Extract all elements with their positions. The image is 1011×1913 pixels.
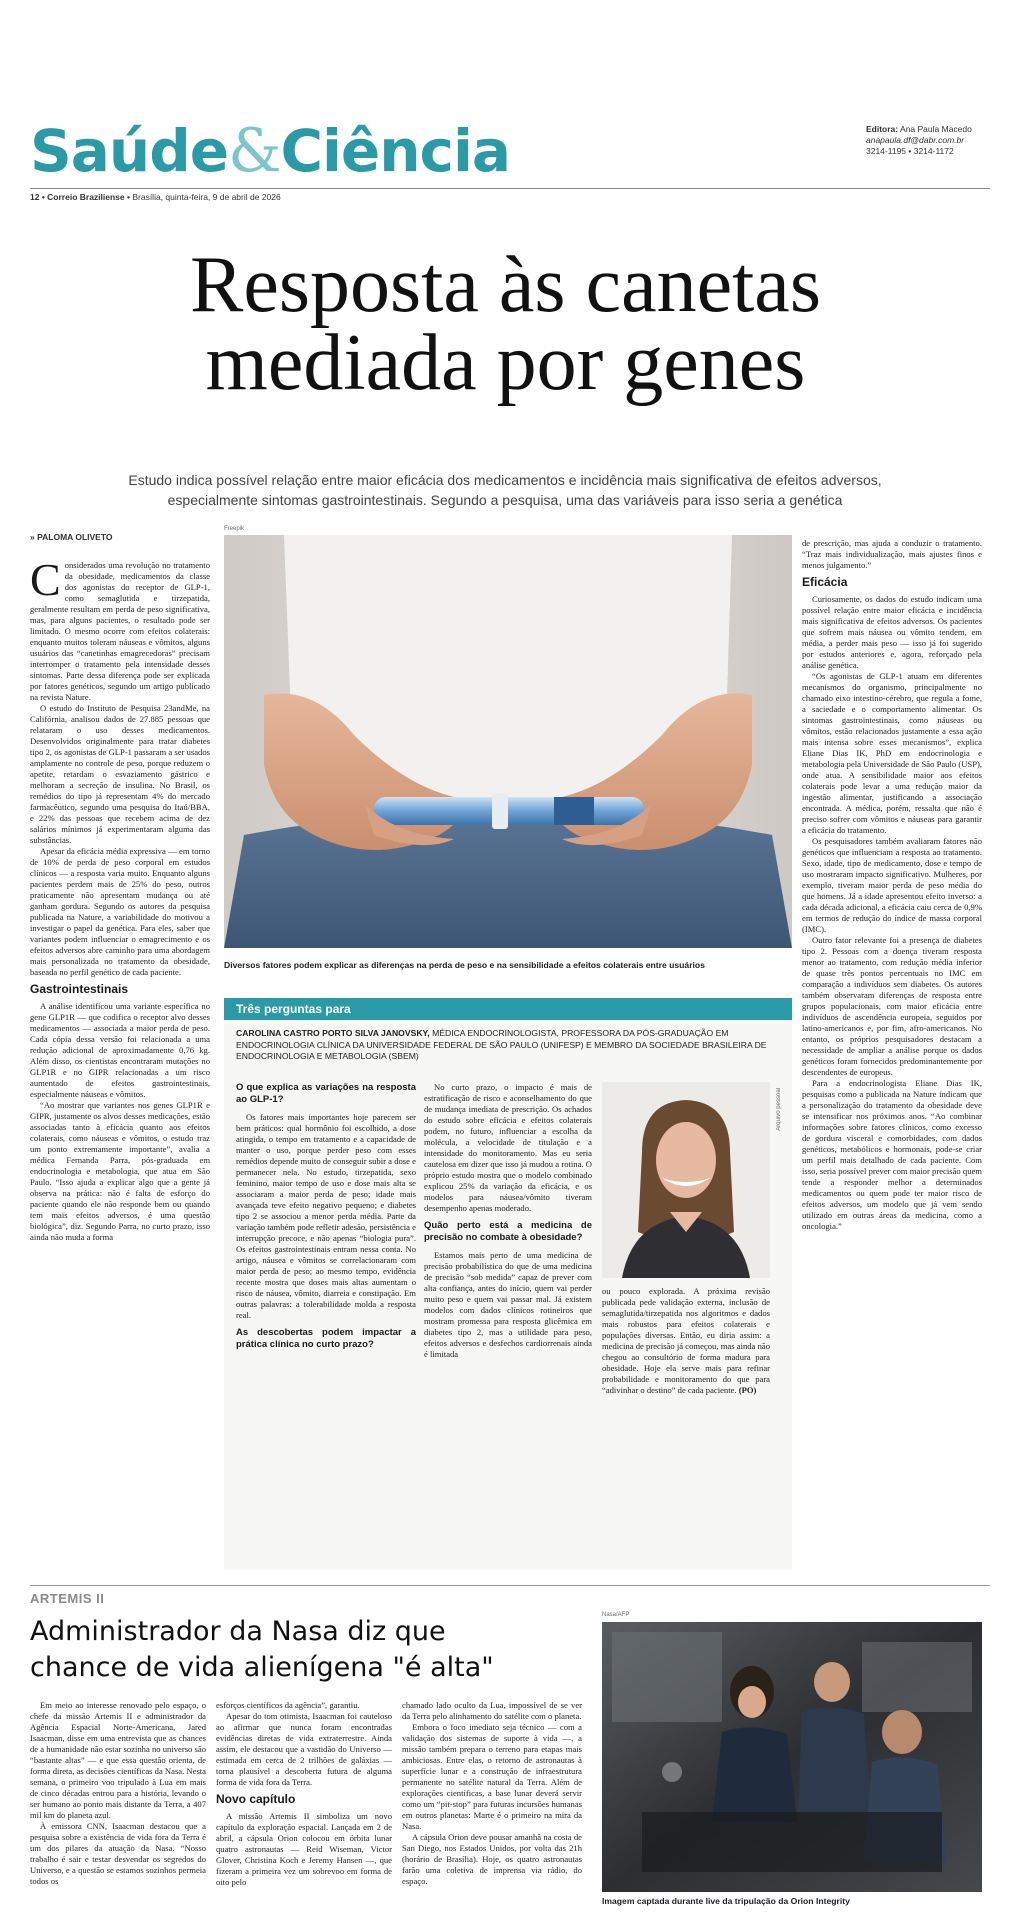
masthead xyxy=(30,116,990,220)
subhead-eficacia: Eficácia xyxy=(802,575,848,589)
photo-hands-pen xyxy=(224,535,792,948)
artemis-col3-para-1: chamado lado oculto da Lua, impossível de se ver da Terra pelo alinhamento do satélite com o planeta. xyxy=(402,1700,582,1721)
deck-line-1: Estudo indica possível relação entre maior eficácia dos medicamentos e incidência mais significativa de efeitos adversos, xyxy=(128,472,882,488)
editor-email[interactable]: anapaula.df@dabr.com.br xyxy=(866,135,965,145)
artemis-photo xyxy=(602,1622,982,1892)
editor-name: Ana Paula Macedo xyxy=(900,124,972,134)
folio-page: 12 • Correio Braziliense • xyxy=(30,192,130,202)
col1-para-4: A análise identificou uma variante específica no gene GLP1R — que codifica o receptor alvo desses medicamentos — associada a maior perda de peso. Cada cópia dessa versão foi relacionada a uma redução adicional de aproximadamente 0,76 kg. Além disso, os cientistas encontraram mutações no GLP1R e no GIPR relacionadas a um risco aumentado de efeitos gastrointestinais, especialmente náuseas e vômitos. xyxy=(30,1001,210,1099)
qa-col-1 xyxy=(236,1082,416,1568)
col1-para-2: O estudo do Instituto de Pesquisa 23andMe, na Califórnia, analisou dados de 27.885 pessoas que relataram o uso desses medicamentos. Desenvolvidos originalmente para tratar diabetes tipo 2, os agonistas de GLP-1 passaram a ser usados amplamente no controle de peso, porque reduzem o apetite, retardam o esvaziamento gástrico e melhoram a secreção de insulina. No Brasil, os remédios do tipo já representam 4% do mercado farmacêutico, segundo uma pesquisa do Itaú/BBA, e 22% das pessoas que recebem acima de dez salários mínimos já experimentaram alguma das substâncias. xyxy=(30,703,210,845)
main-col-1 xyxy=(30,560,210,1570)
subhead-gastrointestinais: Gastrointestinais xyxy=(30,982,129,996)
artemis-col-2 xyxy=(216,1700,392,1910)
drop-cap: C xyxy=(30,560,61,605)
qa-credentials: MÉDICA ENDOCRINOLOGISTA, PROFESSORA DA PÓS-GRADUAÇÃO EM ENDOCRINOLOGIA CLÍNICA DA UNIVERSIDADE FEDERAL DE SÃO PAULO (UNIFESP) E MEMBRO DA SOCIEDADE BRASILEIRA DE ENDOCRINOLOGIA E METABOLOGIA (SBEM) xyxy=(236,1028,767,1061)
photo-credit: Freepik xyxy=(224,526,245,532)
byline: » PALOMA OLIVETO xyxy=(30,532,113,542)
col4-para-3: Os pesquisadores também avaliaram fatores não genéticos que influenciam a resposta ao tratamento. Sexo, idade, tipo de medicamento, dose e tempo de uso mostraram impacto significativo. Mulheres, por exemplo, tiveram maior perda de peso média do que homens. Já a idade apresentou efeito inverso: a cada década adicional, a eficácia caiu cerca de 0,9% em termos de redução do índice de massa corporal (IMC). xyxy=(802,836,982,934)
artemis-col2-para-1: esforços científicos da agência”, garantiu. xyxy=(216,1700,360,1710)
section-title xyxy=(30,116,510,186)
qa-interviewee xyxy=(236,1028,784,1063)
main-col-4 xyxy=(802,538,982,1570)
qa-col-3 xyxy=(602,1286,770,1568)
artemis-col-3 xyxy=(402,1700,582,1910)
artemis-col-1 xyxy=(30,1700,206,1910)
headline-line-2: mediada por genes xyxy=(205,319,806,407)
deck xyxy=(30,470,980,510)
col1-para-1: onsiderados uma revolução no tratamento da obesidade, medicamentos da classe dos agonistas do receptor de GLP-1, como semaglutida e tirzepatida, geralmente resultam em perda de peso significativa, mas, para alguns pacientes, o resultado pode ser limitado. O mesmo ocorre com efeitos colaterais: enquanto muitos toleram náuseas e vômitos, alguns usuários das “canetinhas emagrecedoras” precisam interromper o tratamento pela intensidade desses sintomas. Parte dessa diferença pode ser explicada por fatores genéticos, segundo um artigo publicado na revista Nature. xyxy=(30,560,210,702)
qa-question-2: As descobertas podem impactar a prática clínica no curto prazo? xyxy=(236,1327,416,1350)
qa-answer-1: Os fatores mais importantes hoje parecem ser bem práticos: qual hormônio foi escolhido, a dose atingida, o tempo em tratamento e a capacidade de manter o uso, porque perder peso com esses remédios depende muito de conseguir subir a dose e permanecer nela. No estudo, tirzepatida, sexo feminino, maior tempo de uso e dose mais alta se associaram a maior perda de peso; idade mais avançada teve efeito negativo pequeno; e diabetes tipo 2 se associou a menor perda média. Parte da variação também pode refletir adesão, persistência e interrupção precoce, e não apenas “biologia pura”. Os efeitos gastrointestinais entram nessa conta. No artigo, náusea e vômitos se correlacionaram com maior perda de peso; ao mesmo tempo, evidência recente mostra que doses mais altas aumentam o risco de náusea, vômito, diarreia e constipação. Em outras palavras: a tolerabilidade molda a resposta real. xyxy=(236,1112,416,1320)
artemis-headline-line-2: chance de vida alienígena "é alta" xyxy=(30,1652,494,1683)
artemis-col1-para-2: À emissora CNN, Isaacman destacou que a pesquisa sobre a existência de vida fora da Terra é um dos pilares da atuação da Nasa. “Nosso trabalho é sair e testar desvendar os segredos do Universo, e a questão se estamos sozinhos permeia todos os xyxy=(30,1821,206,1886)
photo-orion-crew xyxy=(602,1622,982,1892)
editor-block xyxy=(866,124,996,157)
section-title-part2: Ciência xyxy=(280,117,510,185)
subhead-novo-capitulo: Novo capítulo xyxy=(216,1792,296,1806)
artemis-col1-para-1: Em meio ao interesse renovado pelo espaço, o chefe da missão Artemis II e administrador da Agência Espacial Norte-Americana, Jared Isaacman, disse em uma entrevista que as chances de a humanidade não estar sozinha no universo são “bastante altas” — e que essa questão orienta, de forma direta, as decisões científicas da Nasa. Nesta semana, o primeiro voo tripulado à Lua em mais de cinco décadas entrou para a história, levando o ser humano ao ponto mais distante da Terra, a 407 mil km do planeta azul. xyxy=(30,1700,206,1820)
main-photo xyxy=(224,535,792,948)
qa-interviewee-name: CAROLINA CASTRO PORTO SILVA JANOVSKY, xyxy=(236,1028,430,1038)
section-title-part1: Saúde xyxy=(30,117,229,185)
qa-box xyxy=(224,998,792,1570)
col4-para-1: Curiosamente, os dados do estudo indicam uma possível relação entre maior eficácia e incidência mais significativa de efeitos adversos. Os pacientes que sofrem mais náusea ou vômito tendem, em média, a perder mais peso — isso já foi sugerido por estudos anteriores e, agora, reforçado pela análise genética. xyxy=(802,594,982,670)
headline-line-1: Resposta às canetas xyxy=(190,241,821,329)
artemis-col2-para-3: A missão Artemis II simboliza um novo capítulo da exploração espacial. Lançada em 2 de abril, a cápsula Orion colocou em órbita lunar quatro astronautas — Reid Wiseman, Victor Glover, Christina Koch e Jeremy Hansen —, que fizeram a primeira vez um sobrevoo em forma de oito pelo xyxy=(216,1811,392,1887)
folio-date: Brasília, quinta-feira, 9 de abril de 2026 xyxy=(132,192,281,202)
artemis-photo-caption: Imagem captada durante live da tripulação da Orion Integrity xyxy=(602,1896,850,1906)
artemis-col2-para-2: Apesar do tom otimista, Isaacman foi cauteloso ao afirmar que nunca foram encontradas evidências diretas de vida extraterrestre. Ainda assim, ele destacou que a vastidão do Universo — estimada em cerca de 2 trilhões de galáxias — torna plausível a descoberta futura de alguma forma de vida fora da Terra. xyxy=(216,1711,392,1787)
artemis-photo-credit: Nasa/AFP xyxy=(602,1612,630,1618)
qa-photo-credit: Arquivo pessoal xyxy=(776,1088,782,1131)
portrait-woman xyxy=(602,1082,770,1278)
qa-label: Três perguntas para xyxy=(224,998,792,1020)
folio xyxy=(30,192,281,203)
artemis-col3-para-3: A cápsula Orion deve pousar amanhã na costa de San Diego, nos Estados Unidos, por volta das 21h (horário de Brasília). Hoje, os quatro astronautas farão uma coletiva de imprensa via rádio, do espaço. xyxy=(402,1832,582,1886)
artemis-headline-line-1: Administrador da Nasa diz que xyxy=(30,1616,446,1647)
qa-question-3: Quão perto está a medicina de precisão no combate à obesidade? xyxy=(424,1220,592,1243)
qa-answer-3: Estamos mais perto de uma medicina de precisão probabilística do que de uma medicina de precisão “sob medida” capaz de prever com alta confiança, antes do início, quem vai perder muito peso e quem vai passar mal. Já existem modelos com dados clínicos rotineiros que mostram promessa para resposta glicêmica em diabetes tipo 2, mas a utilidade para peso, efeitos adversos e desfechos cardiorrenais ainda é limitada xyxy=(424,1250,592,1359)
col4-para-2: “Os agonistas de GLP-1 atuam em diferentes mecanismos do organismo, principalmente no chamado eixo intestino-cérebro, que regula a fome, a saciedade e o comportamento alimentar. Os sintomas gastrointestinais, como náuseas ou vômitos, estão relacionados justamente a essa ação mais intensa sobre esses mecanismos”, explica Eliane Dias IK, PhD em endocrinologia e metabologia pela Universidade de São Paulo (USP), onde atua. A sensibilidade maior aos efeitos colaterais pode levar a uma redução maior da ingestão alimentar, justificando a associação encontrada. A médica, porém, ressalta que não é preciso sofrer com vômitos e náuseas para garantir a eficácia do tratamento. xyxy=(802,671,982,835)
photo-caption: Diversos fatores podem explicar as diferenças na perda de peso e na sensibilidade a efeitos colaterais entre usuários xyxy=(224,960,705,970)
artemis-headline xyxy=(30,1614,590,1686)
qa-answer-2: No curto prazo, o impacto é mais de estratificação de risco e aconselhamento do que de mudança imediata de prescrição. Os achados do estudo sobre eficácia e efeitos colaterais podem, no futuro, influenciar a escolha da molécula, a velocidade de titulação e a intensidade do monitoramento. Mas eu seria cautelosa em dizer que isso já mudou a rotina. O próprio estudo mostra que o modelo combinado explicou 25% da variação da eficácia, e os modelos para náusea/vômito tiveram desempenho apenas moderado. xyxy=(424,1082,592,1213)
col4-para-5: Para a endocrinologista Eliane Dias IK, pesquisas como a publicada na Nature indicam que a personalização do tratamento da obesidade deve se intensificar nos próximos anos. “Ao combinar informações sobre fatores clínicos, como excesso de gordura visceral e comorbidades, com dados genéticos, metabólicos e hormonais, pode-se criar um perfil mais detalhado de cada paciente. Com isso, seria possível prever com maior precisão quem tende a responder melhor a determinados medicamentos ou quem pode ter maior risco de efeitos adversos, um modelo que já vem sendo utilizado em outras áreas da medicina, como a oncologia.” xyxy=(802,1078,982,1231)
artemis-col3-para-2: Embora o foco imediato seja técnico — com a validação dos sistemas de suporte à vida —, a missão também prepara o terreno para etapas mais ambiciosas. Entre elas, o retorno de astronautas à superfície lunar e a construção de infraestrutura permanente no satélite natural da Terra. Além de explorações científicas, a base lunar deverá servir como um “pit-stop” para futuras incursões humanas em outros planetas: Marte é o primeiro na mira da Nasa. xyxy=(402,1722,582,1831)
col1-para-3: Apesar da eficácia média expressiva — em torno de 10% de perda de peso corporal em estudos clínicos — a resposta varia muito. Enquanto alguns pacientes perdem mais de 25% do peso, outros praticamente não apresentam mudança ou até ganham gordura. Segundo os autores da pesquisa publicada na Nature, a variabilidade do motivou a investigar o papel da genética. Para eles, saber que variantes podem influenciar o emagrecimento e os efeitos adversos abre caminho para uma abordagem mais personalizada no tratamento da obesidade, baseada no perfil genético de cada paciente. xyxy=(30,846,210,977)
artemis-kicker: ARTEMIS II xyxy=(30,1591,105,1606)
qa-answer-3b: ou pouco explorada. A próxima revisão publicada pede validação externa, inclusão de semaglutida/tirzepatida nos algoritmos e dados mais robustos para efeitos colaterais e populações diversas. Então, eu diria assim: a medicina de precisão já começou, mas ainda não chegou ao consultório de forma madura para obesidade. Hoje ela serve mais para refinar probabilidade e monitoramento do que para “adivinhar o destino” de cada paciente. xyxy=(602,1286,770,1395)
masthead-rule xyxy=(30,188,990,189)
col4-para-top: de prescrição, mas ajuda a conduzir o tratamento. “Traz mais individualização, mais ajustes finos e menos julgamento.” xyxy=(802,538,982,570)
qa-portrait xyxy=(602,1082,770,1278)
artemis-rule xyxy=(30,1585,990,1586)
col4-para-4: Outro fator relevante foi a presença de diabetes tipo 2. Pessoas com a doença tiveram resposta menor ao tratamento, com redução média inferior de quase três pontos percentuais no IMC em comparação a indivíduos sem diabetes. Os autores também observaram diferenças de resposta entre grupos populacionais, com maior eficácia entre indivíduos de ascendência europeia, seguidos por latino-americanos e, por fim, afro-americanos. No entanto, os próprios pesquisadores destacam a necessidade de ampliar a análise porque os dados genéticos foram fornecidos predominantemente por descendentes de europeus. xyxy=(802,935,982,1077)
col1-para-5: “Ao mostrar que variantes nos genes GLP1R e GIPR, justamente os alvos desses medicações, estão associadas tanto à eficácia quanto aos efeitos colaterais, como náuseas e vômitos, o estudo traz um ponto extremamente importante”, avalia a médica Fernanda Parra, pós-graduada em endocrinologia e metabologia, que atua em São Paulo. “Isso ajuda a explicar algo que a gente já observa na prática: não é falta de esforço do paciente quando ele não responde bem ou quando tem mais efeitos adversos, é uma questão biológica”, diz. Segundo Parra, no curto prazo, isso ainda não muda a forma xyxy=(30,1100,210,1242)
qa-signoff: (PO) xyxy=(738,1385,757,1395)
qa-question-1: O que explica as variações na resposta ao GLP-1? xyxy=(236,1082,416,1105)
editor-label: Editora: xyxy=(866,124,899,134)
editor-phones: 3214-1195 • 3214-1172 xyxy=(866,146,954,156)
qa-col-2 xyxy=(424,1082,592,1568)
main-headline xyxy=(0,241,1011,407)
section-ampersand: & xyxy=(228,116,281,186)
deck-line-2: especialmente sintomas gastrointestinais. Segundo a pesquisa, uma das variáveis para isso seria a genética xyxy=(167,492,843,508)
